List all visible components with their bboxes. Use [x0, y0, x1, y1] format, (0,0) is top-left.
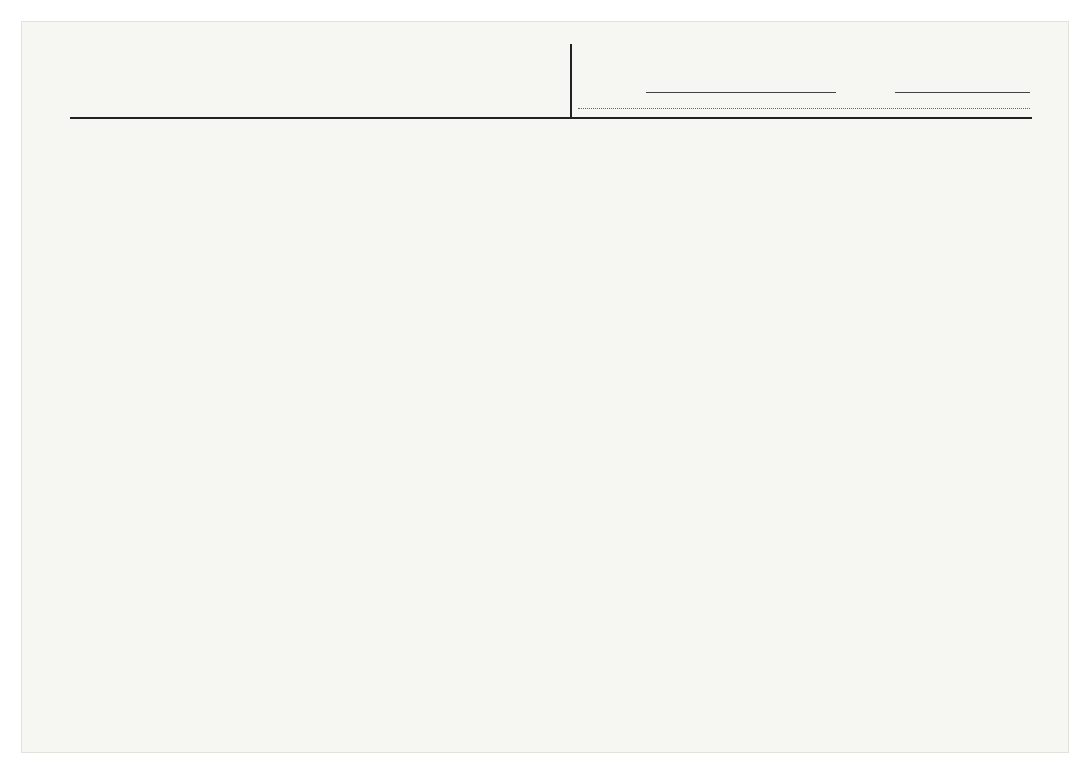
header-dotted-line — [578, 108, 1030, 109]
header-divider — [570, 44, 572, 118]
form-sheet — [22, 22, 1068, 752]
province-underline — [895, 92, 1030, 93]
municipality-underline — [646, 92, 836, 93]
header-bottom-rule — [70, 117, 1032, 119]
